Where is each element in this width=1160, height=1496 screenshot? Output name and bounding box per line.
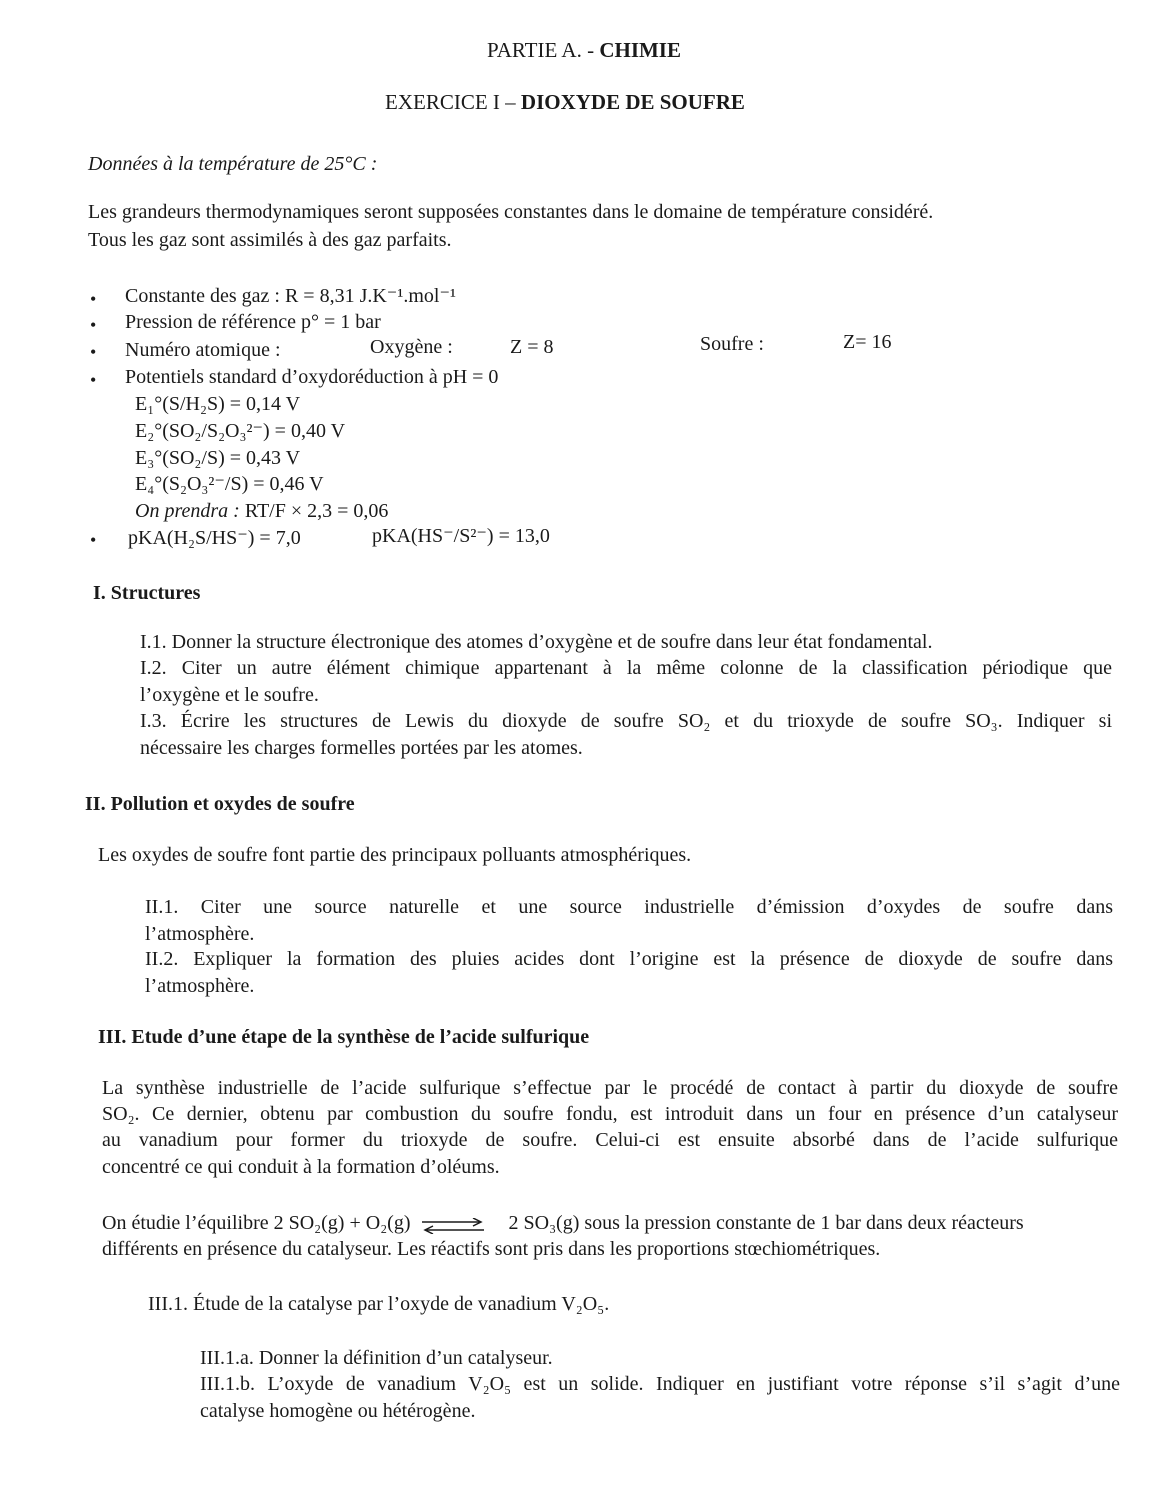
prendra-value: RT/F × 2,3 = 0,06 <box>244 500 389 522</box>
question-3-1: III.1. Étude de la catalyse par l’oxyde de vanadium V₂O₅. <box>148 1293 610 1315</box>
exercice-title: DIOXYDE DE SOUFRE <box>520 90 745 114</box>
question-3-1b-line2: catalyse homogène ou hétérogène. <box>200 1400 476 1422</box>
question-2-2b: l’atmosphère. <box>145 975 255 997</box>
bullet-dot: • <box>90 342 97 362</box>
question-2-1b: l’atmosphère. <box>145 923 255 945</box>
partie-heading <box>487 38 681 62</box>
equilibrium-arrow-icon <box>420 1216 486 1232</box>
section-3-para-1d: concentré ce qui conduit à la formation d’oléums. <box>102 1156 500 1178</box>
section-3-para-1b: SO₂. Ce dernier, obtenu par combustion du soufre fondu, est introduit dans un four en présence d’un catalyseur <box>102 1103 1118 1125</box>
bullet-dot: • <box>90 530 97 550</box>
partie-title: CHIMIE <box>599 38 681 62</box>
bullet-dot: • <box>90 315 97 335</box>
oxygene-label: Oxygène : <box>370 336 453 358</box>
bullet-dot: • <box>90 289 97 309</box>
question-1-2b: l’oxygène et le soufre. <box>140 684 319 706</box>
question-2-2a: II.2. Expliquer la formation des pluies acides dont l’origine est la présence de dioxyde de soufre dans <box>145 948 1113 970</box>
soufre-label: Soufre : <box>700 333 764 355</box>
question-1-2a: I.2. Citer un autre élément chimique appartenant à la même colonne de la classification périodique que <box>140 657 1112 679</box>
section-2-title: II. Pollution et oxydes de soufre <box>85 793 355 815</box>
section-3-para-1c: au vanadium pour former du trioxyde de soufre. Celui-ci est ensuite absorbé dans de l’acide sulfurique <box>102 1129 1118 1151</box>
numero-atomique-label: Numéro atomique : <box>125 339 281 361</box>
potentiels-standard: Potentiels standard d’oxydoréduction à pH = 0 <box>125 366 499 388</box>
bullet-dot: • <box>90 370 97 390</box>
soufre-z: Z= 16 <box>843 331 892 353</box>
oxygene-z: Z = 8 <box>510 336 554 358</box>
equilibrium-products: 2 SO₃(g) sous la pression constante de 1 bar dans deux réacteurs <box>508 1212 1024 1234</box>
exercice-heading <box>385 90 745 114</box>
question-3-1b-line1: III.1.b. L’oxyde de vanadium V₂O₅ est un solide. Indiquer en justifiant votre réponse s’il s’agit d’une <box>200 1373 1120 1395</box>
prendra-label: On prendra : <box>135 500 240 522</box>
question-1-3b: nécessaire les charges formelles portées par les atomes. <box>140 737 583 759</box>
potential-e4: E₄°(S₂O₃²⁻/S) = 0,46 V <box>135 473 324 495</box>
donnees-intro-1: Les grandeurs thermodynamiques seront supposées constantes dans le domaine de température considéré. <box>88 201 934 223</box>
pression-reference: Pression de référence p° = 1 bar <box>125 311 381 333</box>
equilibrium-line <box>102 1211 1024 1235</box>
prendra-line <box>135 499 388 523</box>
pka-1: pKA(H₂S/HS⁻) = 7,0 <box>128 527 301 549</box>
section-3-para-2b: différents en présence du catalyseur. Les réactifs sont pris dans les proportions stœchiométriques. <box>102 1238 881 1260</box>
question-1-1: I.1. Donner la structure électronique des atomes d’oxygène et de soufre dans leur état fondamental. <box>140 631 933 653</box>
partie-prefix: PARTIE A. - <box>487 38 600 62</box>
donnees-intro-2: Tous les gaz sont assimilés à des gaz parfaits. <box>88 229 452 251</box>
section-2-intro: Les oxydes de soufre font partie des principaux polluants atmosphériques. <box>98 844 692 866</box>
donnees-title: Données à la température de 25°C : <box>88 153 378 175</box>
exercice-prefix: EXERCICE I – <box>385 90 521 114</box>
equilibrium-reactants: On étudie l’équilibre 2 SO₂(g) + O₂(g) <box>102 1212 411 1234</box>
section-3-para-1a: La synthèse industrielle de l’acide sulfurique s’effectue par le procédé de contact à partir du dioxyde de soufre <box>102 1077 1118 1099</box>
section-1-title: I. Structures <box>93 582 201 604</box>
potential-e2: E₂°(SO₂/S₂O₃²⁻) = 0,40 V <box>135 420 346 442</box>
question-1-3a: I.3. Écrire les structures de Lewis du dioxyde de soufre SO₂ et du trioxyde de soufre SO₃. Indiquer si <box>140 710 1112 732</box>
section-3-title: III. Etude d’une étape de la synthèse de l’acide sulfurique <box>98 1026 590 1048</box>
gaz-constant: Constante des gaz : R = 8,31 J.K⁻¹.mol⁻¹ <box>125 285 457 307</box>
pka-2: pKA(HS⁻/S²⁻) = 13,0 <box>372 525 550 547</box>
question-3-1a: III.1.a. Donner la définition d’un catalyseur. <box>200 1347 553 1369</box>
potential-e3: E₃°(SO₂/S) = 0,43 V <box>135 447 301 469</box>
potential-e1: E₁°(S/H₂S) = 0,14 V <box>135 393 301 415</box>
question-2-1a: II.1. Citer une source naturelle et une source industrielle d’émission d’oxydes de soufre dans <box>145 896 1113 918</box>
